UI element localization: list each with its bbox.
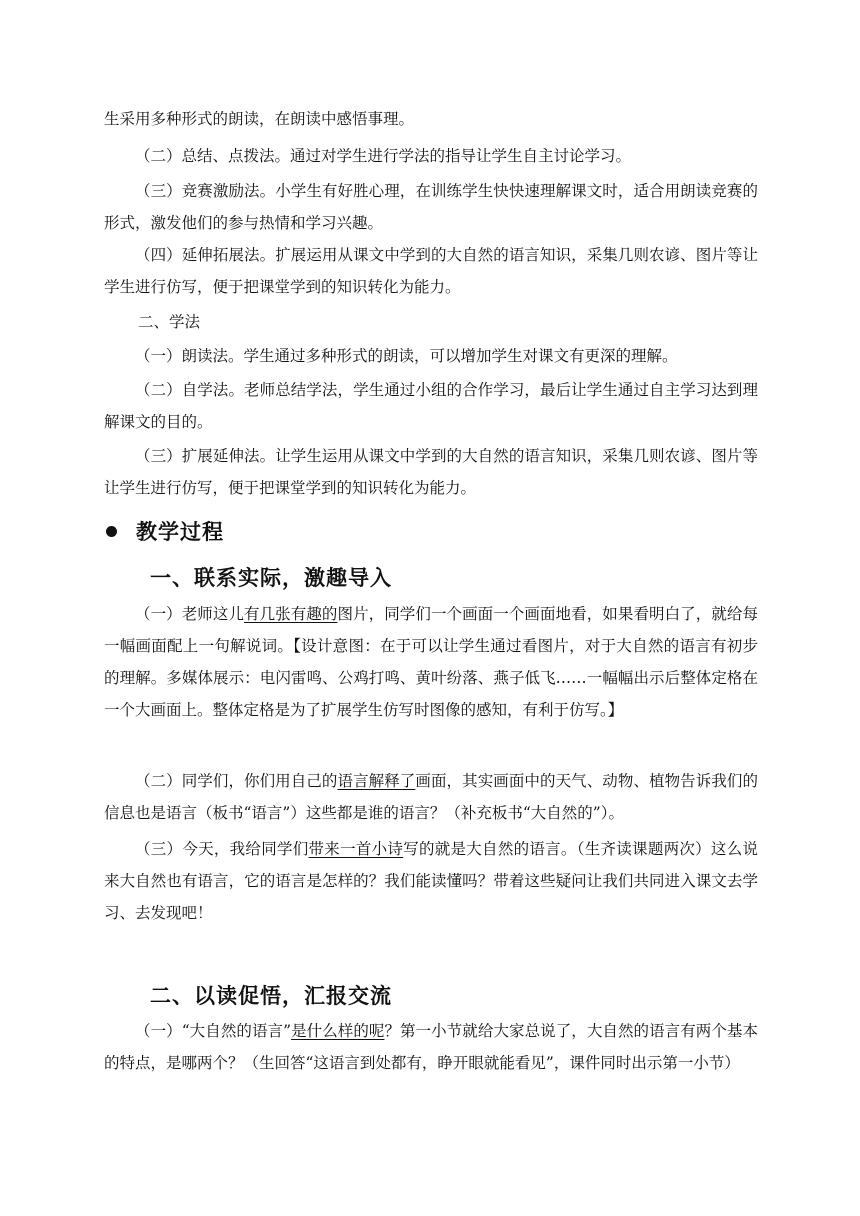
underlined-text: 有几张有趣的 — [244, 605, 338, 623]
paragraph-method-continuation: 生采用多种形式的朗读，在朗读中感悟事理。 — [104, 110, 415, 128]
teaching-process-title: 教学过程 — [136, 520, 224, 544]
underlined-text: 带来一首小诗 — [308, 840, 404, 858]
section-heading-2: 二、以读促悟，汇报交流 — [150, 984, 392, 1008]
paragraph-xuefa-1: （一）朗读法。学生通过多种形式的朗读，可以增加学生对课文有更深的理解。 — [135, 347, 678, 365]
bullet-icon — [106, 526, 117, 537]
paragraph-s1-3: （三）今天，我给同学们带来一首小诗写的就是大自然的语言。（生齐读课题两次）这么说来大自然也有语言，它的语言是怎样的？我们能读懂吗？带着这些疑问让我们共同进入课文去学习、去发现吧！ — [104, 840, 758, 922]
paragraph-xuefa-2: （二）自学法。老师总结学法，学生通过小组的合作学习，最后让学生通过自主学习达到理解课文的目的。 — [104, 381, 758, 431]
paragraph-method-3: （三）竞赛激励法。小学生有好胜心理，在训练学生快快速理解课文时，适合用朗读竞赛的形式，激发他们的参与热情和学习兴趣。 — [104, 182, 758, 232]
paragraph-s2-1: （一）“大自然的语言”是什么样的呢？第一小节就给大家总说了，大自然的语言有两个基本的特点，是哪两个？（生回答“这语言到处都有，睁开眼就能看见”，课件同时出示第一小节） — [104, 1022, 758, 1072]
underlined-text: 是什么样的呢 — [291, 1022, 385, 1040]
section-heading-xuefa: 二、学法 — [138, 313, 201, 331]
paragraph-s1-1: （一）老师这儿有几张有趣的图片，同学们一个画面一个画面地看，如果看明白了，就给每一幅画面配上一句解说词。【设计意图：在于可以让学生通过看图片，对于大自然的语言有初步的理解。多媒体展示：电闪雷鸣、公鸡打鸣、黄叶纷落、燕子低飞……一幅幅出示后整体定格在一个大画面上。整体定格是为了扩展学生仿写时图像的感知，有利于仿写。】 — [104, 605, 758, 719]
paragraph-xuefa-3: （三）扩展延伸法。让学生运用从课文中学到的大自然的语言知识，采集几则农谚、图片等让学生进行仿写，便于把课堂学到的知识转化为能力。 — [104, 447, 758, 497]
section-heading-1: 一、联系实际，激趣导入 — [150, 566, 392, 590]
teaching-process-heading — [104, 514, 224, 548]
underlined-text: 语言解释了 — [337, 772, 416, 790]
paragraph-s1-2: （二）同学们，你们用自己的语言解释了画面，其实画面中的天气、动物、植物告诉我们的信息也是语言（板书“语言”）这些都是谁的语言？（补充板书“大自然的”）。 — [104, 772, 758, 822]
paragraph-method-2: （二）总结、点拨法。通过对学生进行学法的指导让学生自主讨论学习。 — [135, 147, 632, 165]
paragraph-method-4: （四）延伸拓展法。扩展运用从课文中学到的大自然的语言知识，采集几则农谚、图片等让学生进行仿写，便于把课堂学到的知识转化为能力。 — [104, 246, 758, 296]
